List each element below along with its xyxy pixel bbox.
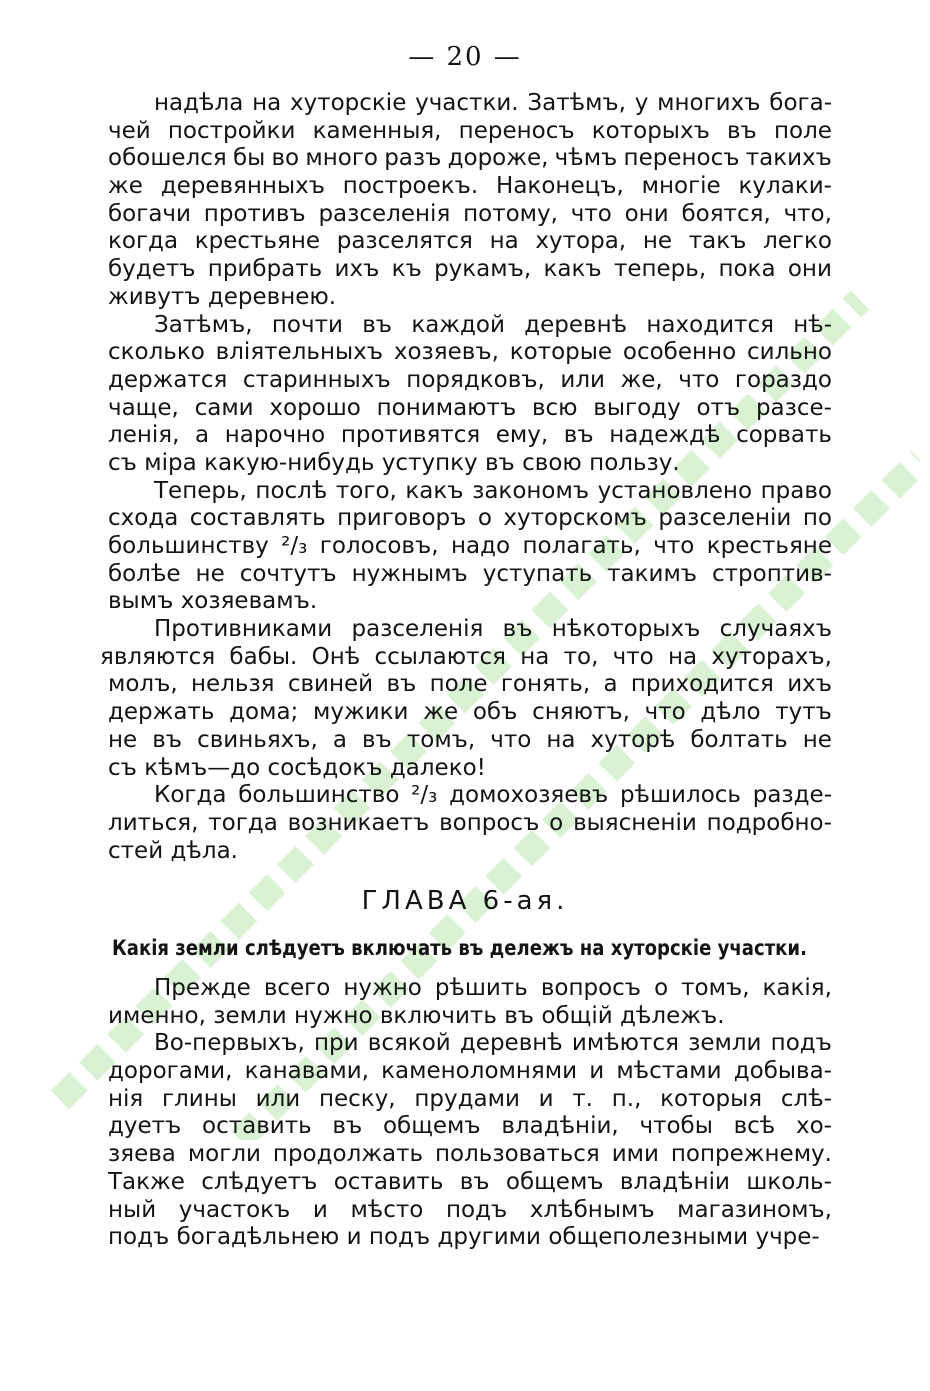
chapter-subtitle: Какія земли слѣдуетъ включать въ дележъ на хуторскіе участки. — [112, 936, 807, 960]
text-line: сколько вліятельныхъ хозяевъ, которые особенно сильно — [108, 339, 832, 366]
text-line: обошелся бы во много разъ дороже, чѣмъ переносъ такихъ — [108, 145, 832, 172]
page-number: — 20 — — [408, 42, 522, 72]
text-line: зяева могли продолжать пользоваться ими попрежнему. — [108, 1141, 832, 1168]
text-line: не въ свиньяхъ, а въ томъ, что на хуторѣ болтать не — [108, 726, 832, 753]
text-line: когда крестьяне разселятся на хутора, не такъ легко — [108, 228, 832, 255]
text-line: Во-первыхъ, при всякой деревнѣ имѣются земли подъ — [154, 1030, 832, 1057]
text-line: Также слѣдуетъ оставить въ общемъ владѣніи школь- — [108, 1168, 832, 1195]
text-line: же деревянныхъ построекъ. Наконецъ, многіе кулаки- — [108, 173, 832, 200]
text-line: дуетъ оставить въ общемъ владѣніи, чтобы всѣ хо- — [108, 1113, 832, 1140]
text-line: стей дѣла. — [108, 837, 238, 864]
text-line: являются бабы. Онѣ ссылаются на то, что на хуторахъ, — [100, 643, 832, 670]
text-line: богачи противъ разселенія потому, что они боятся, что, — [108, 200, 832, 227]
text-line: надѣла на хуторскіе участки. Затѣмъ, у многихъ бога- — [154, 90, 832, 116]
text-line: молъ, нельзя свиней въ поле гонять, а приходится ихъ — [108, 671, 832, 698]
text-line: ленія, а нарочно противятся ему, въ надеждѣ сорвать — [108, 422, 832, 449]
text-line: съ міра какую-нибудь уступку въ свою пользу. — [108, 449, 680, 476]
text-line: чаще, сами хорошо понимаютъ всю выгоду отъ разсе- — [108, 394, 832, 421]
text-line: Когда большинство ²/₃ домохозяевъ рѣшилось разде- — [154, 782, 832, 809]
chapter-title: ГЛАВА 6-ая. — [361, 886, 569, 916]
text-line: Теперь, послѣ того, какъ закономъ установлено право — [154, 477, 832, 504]
text-line: вымъ хозяевамъ. — [108, 588, 318, 615]
text-line: большинству ²/₃ голосовъ, надо полагать, что крестьяне — [108, 533, 832, 559]
text-line: ный участокъ и мѣсто подъ хлѣбнымъ магазиномъ, — [108, 1196, 832, 1223]
text-line: подъ богадѣльнею и подъ другими общеполезными учре- — [108, 1224, 820, 1251]
text-line: будетъ прибрать ихъ къ рукамъ, какъ теперь, пока они — [108, 256, 832, 283]
text-line: нія глины или песку, прудами и т. п., которыя слѣ- — [108, 1085, 832, 1112]
text-line: Затѣмъ, почти въ каждой деревнѣ находится нѣ- — [154, 311, 832, 338]
text-line: держатся старинныхъ порядковъ, или же, что гораздо — [108, 366, 832, 393]
text-line: именно, земли нужно включить въ общій дѣлежъ. — [108, 1002, 725, 1029]
text-line: чей постройки каменныя, переносъ которыхъ въ поле — [108, 117, 832, 144]
text-line: болѣе не сочтутъ нужнымъ уступать такимъ строптив- — [108, 560, 832, 587]
text-line: Противниками разселенія въ нѣкоторыхъ случаяхъ — [154, 616, 832, 643]
body-text-after-chapter — [108, 975, 832, 1252]
text-line: литься, тогда возникаетъ вопросъ о выясненіи подробно- — [108, 809, 832, 836]
text-line: живутъ деревнею. — [108, 283, 337, 310]
text-line: съ кѣмъ—до сосѣдокъ далеко! — [108, 754, 486, 781]
text-line: держать дома; мужики же объ сняютъ, что дѣло тутъ — [108, 699, 832, 726]
text-line: схода составлять приговоръ о хуторскомъ разселеніи по — [108, 505, 832, 532]
body-text-before-chapter — [100, 90, 832, 865]
text-line: дорогами, канавами, каменоломнями и мѣстами добыва- — [108, 1058, 832, 1085]
text-line: Прежде всего нужно рѣшить вопросъ о томъ, какія, — [154, 975, 832, 1001]
